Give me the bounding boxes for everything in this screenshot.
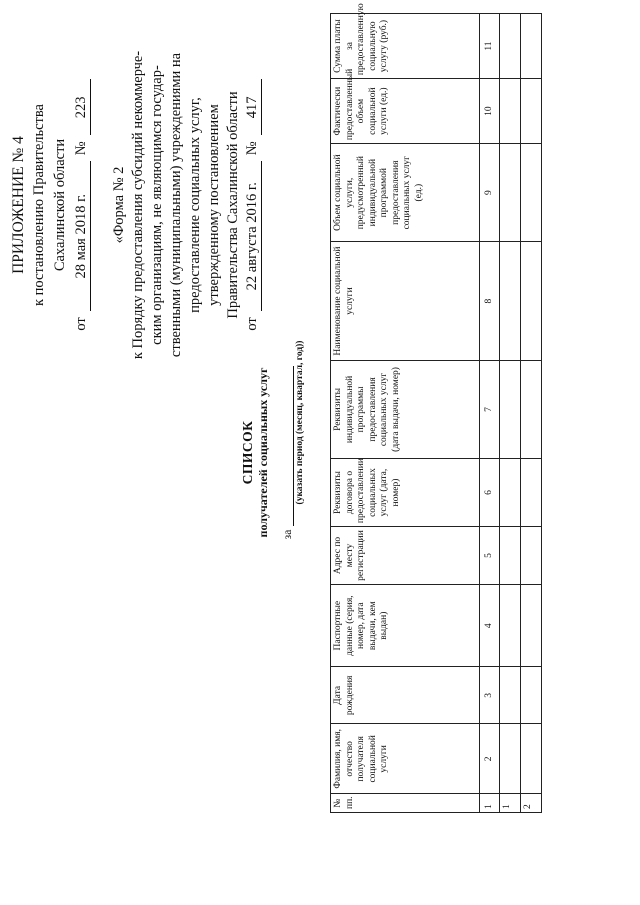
table-cell [521,242,542,361]
period-hint: (указать период (месяц, квартал, год)) [295,340,305,505]
form-date: 22 августа 2016 г. [244,161,262,311]
table-cell [500,527,521,585]
column-number-cell: 1 [480,794,500,813]
row-number-cell: 2 [521,794,542,813]
column-number-row [480,14,500,813]
table-cell [500,144,521,242]
table-cell [500,667,521,724]
header-cell: Объем социальной услуги, предусмотренный индивидуальной программой предоставления социальных услуг (ед.) [331,144,480,242]
table-cell [500,724,521,794]
table-cell [500,360,521,458]
header-cell: Реквизиты договора о предоставлении социальных услуг (дата, номер) [331,458,480,526]
column-number-cell: 2 [480,724,500,794]
header-cell: Сумма платы за предоставленную социальную услугу (руб.) [331,14,480,79]
column-number-cell: 9 [480,144,500,242]
appendix-date: 28 мая 2018 г. [73,161,91,311]
period-field [279,0,294,905]
header-cell: Дата рождения [331,667,480,724]
table-cell [500,458,521,526]
column-number-cell: 6 [480,458,500,526]
appendix-title: ПРИЛОЖЕНИЕ № 4 [10,136,27,274]
table-cell [500,79,521,144]
column-number-cell: 7 [480,360,500,458]
header-cell: Адрес по месту регистрации [331,527,480,585]
table-cell [500,584,521,667]
column-number-cell: 8 [480,242,500,361]
period-input-line [279,366,294,526]
list-subtitle: получателей социальных услуг [256,367,270,538]
table-row [500,14,521,813]
form-line-6: Правительства Сахалинской области [225,91,241,319]
table-cell [521,724,542,794]
list-title: СПИСОК [240,420,255,485]
column-number-cell: 11 [480,14,500,79]
header-cell: Паспортные данные (серия, номер, дата выдачи, кем выдан) [331,584,480,667]
table-cell [521,584,542,667]
table-cell [500,242,521,361]
period-for-label: за [282,529,294,540]
appendix-number: 223 [73,79,91,135]
column-number-cell: 5 [480,527,500,585]
column-number-cell: 3 [480,667,500,724]
appendix-date-line [71,5,92,405]
table-cell [521,79,542,144]
form-number: 417 [244,79,262,135]
form-title: «Форма № 2 [111,166,127,244]
table-cell [500,14,521,79]
header-cell: Реквизиты индивидуальной программы предоставления социальных услуг (дата выдачи, номер) [331,360,480,458]
appendix-region-line: Сахалинской области [52,138,68,272]
column-number-cell: 4 [480,584,500,667]
recipients-table [330,3,542,813]
form-line-3: ственными (муниципальными) учреждениями на [168,52,184,358]
header-cell: № пп. [331,794,480,813]
table-header-row [331,14,480,813]
appendix-resolution-line: к постановлению Правительства [31,104,47,306]
appendix-number-label: № [73,141,89,156]
row-number-cell: 1 [500,794,521,813]
header-cell: Фактически предоставленный объем социальной услуги (ед.) [331,79,480,144]
table-cell [521,360,542,458]
appendix-from-label: от [73,317,89,331]
header-cell: Фамилия, имя, отчество получателя социальной услуги [331,724,480,794]
table-cell [521,144,542,242]
form-line-2: ским организациям, не являющимся государ- [149,65,165,345]
table-row [521,14,542,813]
appendix-header [8,5,262,405]
column-number-cell: 10 [480,79,500,144]
form-line-5: утвержденному постановлением [206,104,222,306]
table-cell [521,458,542,526]
table-cell [521,14,542,79]
table-cell [521,667,542,724]
list-heading [240,0,305,905]
form-number-label: № [244,141,260,156]
form-line-1: к Порядку предоставления субсидий некоммерче- [130,50,146,360]
header-cell: Наименование социальной услуги [331,242,480,361]
form-from-label: от [244,317,260,331]
form-line-4: предоставление социальных услуг, [187,97,203,313]
table-cell [521,527,542,585]
